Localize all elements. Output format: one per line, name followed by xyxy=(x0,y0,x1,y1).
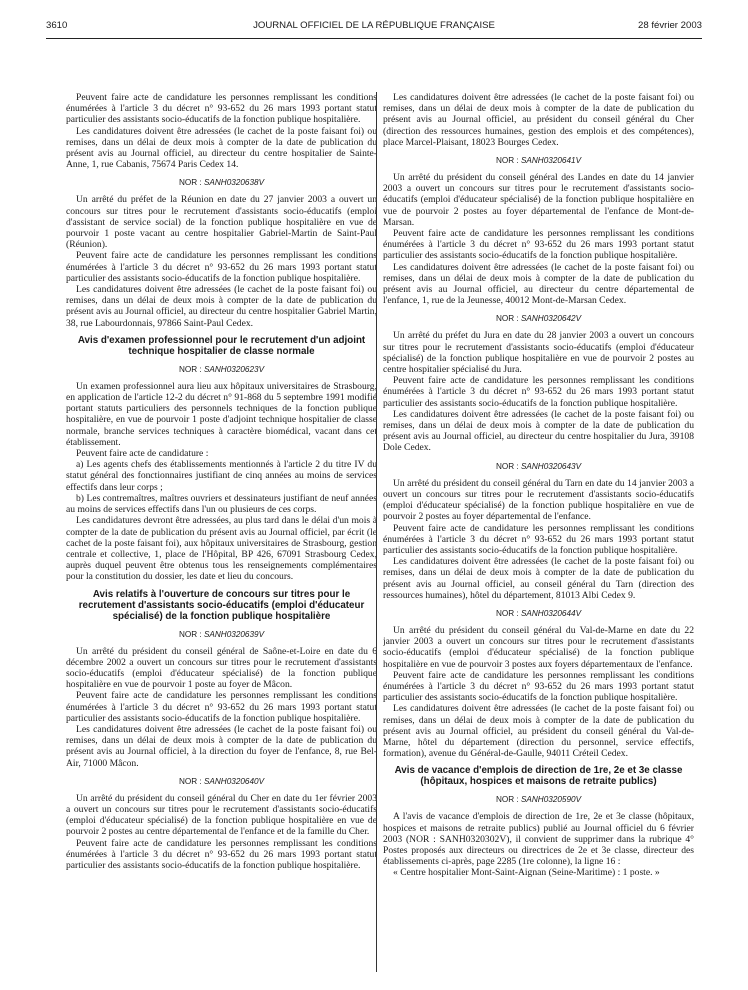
page-header xyxy=(46,20,702,34)
nor-label: NOR : xyxy=(495,608,521,618)
nor-reference xyxy=(383,608,694,619)
nor-code: SANH0320640V xyxy=(203,776,265,786)
nor-reference xyxy=(383,461,694,472)
body-paragraph: Les candidatures doivent être adressées (le cachet de la poste faisant foi) ou remises, dans un délai de deux mois à compter de la date de publication du présent avis au Journal officiel, au conseil général du Tarn (direction des ressources humaines), hôtel du département, 81013 Albi Cedex 9. xyxy=(383,556,694,601)
body-paragraph: Un arrêté du président du conseil général du Val-de-Marne en date du 22 janvier 2003 a ouvert un concours sur titres pour le recrutement d'assistants socio-éducatifs (emploi d'éducateur spécialisé) de la fonction publique hospitalière en vue de pourvoir 3 postes aux foyers départementaux de l'enfance. xyxy=(383,624,694,670)
nor-code: SANH0320639V xyxy=(203,629,265,639)
body-paragraph: Les candidatures doivent être adressées (le cachet de la poste faisant foi) ou remises, dans un délai de deux mois à compter de la date de publication du présent avis au Journal officiel, au directeur du centre départemental de l'enfance, 1, rue de la Jeunesse, 40012 Mont-de-Marsan Cedex. xyxy=(383,261,694,307)
body-paragraph: Un arrêté du président du conseil général de Saône-et-Loire en date du 6 décembre 2002 a ouvert un concours sur titres pour le recrutement d'assistants socio-éducatifs (emploi d'éducateur spécialisé) de la fonction publique hospitalière en vue de pourvoir 1 poste au foyer de Mâcon. xyxy=(66,645,377,691)
body-paragraph: Peuvent faire acte de candidature les personnes remplissant les conditions énumérées à l'article 3 du décret n° 93-652 du 26 mars 1993 portant statut particulier des assistants socio-éducatifs de la fonction publique hospitalière. xyxy=(383,228,694,262)
body-paragraph: Peuvent faire acte de candidature : xyxy=(76,448,209,460)
body-paragraph: « Centre hospitalier Mont-Saint-Aignan (Seine-Maritime) : 1 poste. » xyxy=(393,867,660,879)
issue-date: 28 février 2003 xyxy=(638,20,702,31)
body-paragraph: Les candidatures doivent être adressées (le cachet de la poste faisant foi) ou remises, dans un délai de deux mois à compter de la date de publication du présent avis au Journal officiel, au directeur du centre hospitalier de Sainte-Anne, 1, rue Cabanis, 75674 Paris Cedex 14. xyxy=(66,125,377,171)
nor-label: NOR : xyxy=(495,795,521,805)
nor-reference xyxy=(383,155,694,166)
nor-code: SANH0320623V xyxy=(203,364,265,374)
body-paragraph: Les candidatures doivent être adressées (le cachet de la poste faisant foi) ou remises, dans un délai de deux mois à compter de la date de publication du présent avis au Journal officiel, au président du conseil général du Val-de-Marne, hôtel du département (direction du personnel, service effectifs, formation), avenue du Général-de-Gaulle, 94011 Créteil Cedex. xyxy=(383,703,694,760)
nor-reference xyxy=(383,313,694,324)
nor-label: NOR : xyxy=(178,364,204,374)
body-paragraph: Un arrêté du président du conseil général du Cher en date du 1er février 2003 a ouvert un concours sur titres pour le recrutement d'assistants socio-éducatifs (emploi d'éducateur spécialisé) de la fonction publique hospitalière en vue de pourvoir 2 postes au centre départemental de l'enfance et de la famille du Cher. xyxy=(66,792,377,838)
section-title: Avis d'examen professionnel pour le recrutement d'un adjoint technique hospitalier de classe normale xyxy=(77,334,366,357)
journal-title: JOURNAL OFFICIEL DE LA RÉPUBLIQUE FRANÇAISE xyxy=(253,20,495,31)
body-paragraph: Un arrêté du préfet du Jura en date du 28 janvier 2003 a ouvert un concours sur titres pour le recrutement d'assistants socio-éducatifs (emploi d'éducateur spécialisé) de la fonction publique hospitalière en vue de pourvoir 2 postes au centre hospitalier spécialisé du Jura. xyxy=(383,330,694,376)
nor-reference xyxy=(66,629,377,640)
body-paragraph: Un examen professionnel aura lieu aux hôpitaux universitaires de Strasbourg, en application de l'article 12-2 du décret n° 91-868 du 5 septembre 1991 modifié portant statuts particuliers des personnels techniques de la fonction publique hospitalière, en vue de pourvoir 1 poste d'adjoint technique hospitalier de classe normale, branche services techniques à caractère biomédical, vacant dans cet établissement. xyxy=(66,380,377,448)
column-divider xyxy=(376,92,377,972)
body-paragraph: Peuvent faire acte de candidature les personnes remplissant les conditions énumérées à l'article 3 du décret n° 93-652 du 26 mars 1993 portant statut particulier des assistants socio-éducatifs de la fonction publique hospitalière. xyxy=(66,690,377,724)
body-paragraph: Un arrêté du président du conseil général du Tarn en date du 14 janvier 2003 a ouvert un concours sur titres pour le recrutement d'assistants socio-éducatifs (emploi d'éducateur spécialisé) de la fonction publique hospitalière en vue de pourvoir 2 postes au foyer départemental de l'enfance. xyxy=(383,477,694,523)
body-paragraph: Les candidatures doivent être adressées (le cachet de la poste faisant foi) ou remises, dans un délai de deux mois à compter de la date de publication du présent avis au Journal officiel, au président du conseil général du Cher (direction des ressources humaines, gestion des emplois et des compétences), place Marcel-Plaisant, 18023 Bourges Cedex. xyxy=(383,92,694,148)
left-column xyxy=(66,92,377,972)
nor-code: SANH0320644V xyxy=(520,608,582,618)
nor-reference xyxy=(66,776,377,787)
nor-code: SANH0320641V xyxy=(520,156,582,166)
section-title: Avis de vacance d'emplois de direction de 1re, 2e et 3e classe (hôpitaux, hospices et maisons de retraite publics) xyxy=(394,765,683,788)
body-paragraph: A l'avis de vacance d'emplois de direction de 1re, 2e et 3e classe (hôpitaux, hospices et maisons de retraite publics) publié au Journal officiel du 6 février 2003 (NOR : SANH0320302V), il convient de supprimer dans la rubrique 4° Postes proposés aux directeurs ou directrices de 2e et 3e classe, directeur des établissements ci-après, page 2285 (1re colonne), la ligne 16 : xyxy=(383,811,694,868)
body-paragraph: Les candidatures doivent être adressées (le cachet de la poste faisant foi) ou remises, dans un délai de deux mois à compter de la date de publication du présent avis au Journal officiel, à la direction du foyer de l'enfance, 8, rue Bel-Air, 71000 Mâcon. xyxy=(66,723,377,769)
nor-label: NOR : xyxy=(495,156,521,166)
nor-label: NOR : xyxy=(495,461,521,471)
body-paragraph: Peuvent faire acte de candidature les personnes remplissant les conditions énumérées à l'article 3 du décret n° 93-652 du 26 mars 1993 portant statut particulier des assistants socio-éducatifs de la fonction publique hospitalière. xyxy=(383,669,694,704)
nor-code: SANH0320590V xyxy=(520,795,582,805)
body-paragraph: Les candidatures devront être adressées, au plus tard dans le délai d'un mois à compter de la date de publication du présent avis au Journal officiel, par écrit (le cachet de la poste faisant foi), aux hôpitaux universitaires de Strasbourg, gestion centrale et collective, 1, place de l'Hôpital, BP 426, 67091 Strasbourg Cedex, auprès duquel peuvent être obtenus tous les renseignements complémentaires pour la constitution du dossier, les date et lieu du concours. xyxy=(66,515,377,583)
body-paragraph: Les candidatures doivent être adressées (le cachet de la poste faisant foi) ou remises, dans un délai de deux mois à compter de la date de publication du présent avis au Journal officiel, au directeur du centre hospitalier Gabriel Martin, 38, rue Labourdonnais, 97866 Saint-Paul Cedex. xyxy=(66,284,377,329)
body-paragraph: Un arrêté du président du conseil général des Landes en date du 14 janvier 2003 a ouvert un concours sur titres pour le recrutement d'assistants socio-éducatifs (emploi d'éducateur spécialisé) de la fonction publique hospitalière en vue de pourvoir 2 postes au foyer départemental de l'enfance de Mont-de-Marsan. xyxy=(383,172,694,228)
nor-reference xyxy=(66,177,377,188)
nor-label: NOR : xyxy=(178,178,204,188)
page-number: 3610 xyxy=(46,20,68,31)
body-paragraph: Peuvent faire acte de candidature les personnes remplissant les conditions énumérées à l'article 3 du décret n° 93-652 du 26 mars 1993 portant statut particulier des assistants socio-éducatifs de la fonction publique hospitalière. xyxy=(383,375,694,409)
body-paragraph: Un arrêté du préfet de la Réunion en date du 27 janvier 2003 a ouvert un concours sur titres pour le recrutement d'assistants socio-éducatifs (emploi d'assistant de service social) de la fonction publique hospitalière en vue de pourvoir 1 poste vacant au centre hospitalier Gabriel-Martin de Saint-Paul (Réunion). xyxy=(66,194,377,251)
body-paragraph: Peuvent faire acte de candidature les personnes remplissant les conditions énumérées à l'article 3 du décret n° 93-652 du 26 mars 1993 portant statut particulier des assistants socio-éducatifs de la fonction publique hospitalière. xyxy=(383,522,694,556)
body-paragraph: Peuvent faire acte de candidature les personnes remplissant les conditions énumérées à l'article 3 du décret n° 93-652 du 26 mars 1993 portant statut particulier des assistants socio-éducatifs de la fonction publique hospitalière. xyxy=(66,837,377,871)
nor-code: SANH0320643V xyxy=(520,461,582,471)
nor-label: NOR : xyxy=(178,776,204,786)
section-title: Avis relatifs à l'ouverture de concours sur titres pour le recrutement d'assistants socio-éducatifs (emploi d'éducateur spécialisé) de la fonction publique hospitalière xyxy=(78,588,365,622)
nor-label: NOR : xyxy=(495,314,521,324)
nor-label: NOR : xyxy=(178,629,204,639)
body-paragraph: Peuvent faire acte de candidature les personnes remplissant les conditions énumérées à l'article 3 du décret n° 93-652 du 26 mars 1993 portant statut particulier des assistants socio-éducatifs de la fonction publique hospitalière. xyxy=(66,92,377,126)
nor-reference xyxy=(66,364,377,375)
right-column xyxy=(383,92,694,972)
nor-reference xyxy=(383,794,694,805)
nor-code: SANH0320638V xyxy=(203,178,265,188)
body-paragraph: Peuvent faire acte de candidature les personnes remplissant les conditions énumérées à l'article 3 du décret n° 93-652 du 26 mars 1993 portant statut particulier des assistants socio-éducatifs de la fonction publique hospitalière. xyxy=(66,250,377,284)
nor-code: SANH0320642V xyxy=(520,314,582,324)
body-paragraph: a) Les agents chefs des établissements mentionnés à l'article 2 du titre IV du statut général des fonctionnaires justifiant de cinq années au moins de services effectifs dans leur corps ; xyxy=(66,459,377,493)
header-rule xyxy=(46,38,702,39)
body-paragraph: Les candidatures doivent être adressées (le cachet de la poste faisant foi) ou remises, dans un délai de deux mois à compter de la date de publication du présent avis au Journal officiel, au directeur du centre hospitalier du Jura, 39108 Dole Cedex. xyxy=(383,408,694,454)
body-paragraph: b) Les contremaîtres, maîtres ouvriers et dessinateurs justifiant de neuf années au moins de services effectifs dans l'un ou plusieurs de ces corps. xyxy=(66,492,377,516)
